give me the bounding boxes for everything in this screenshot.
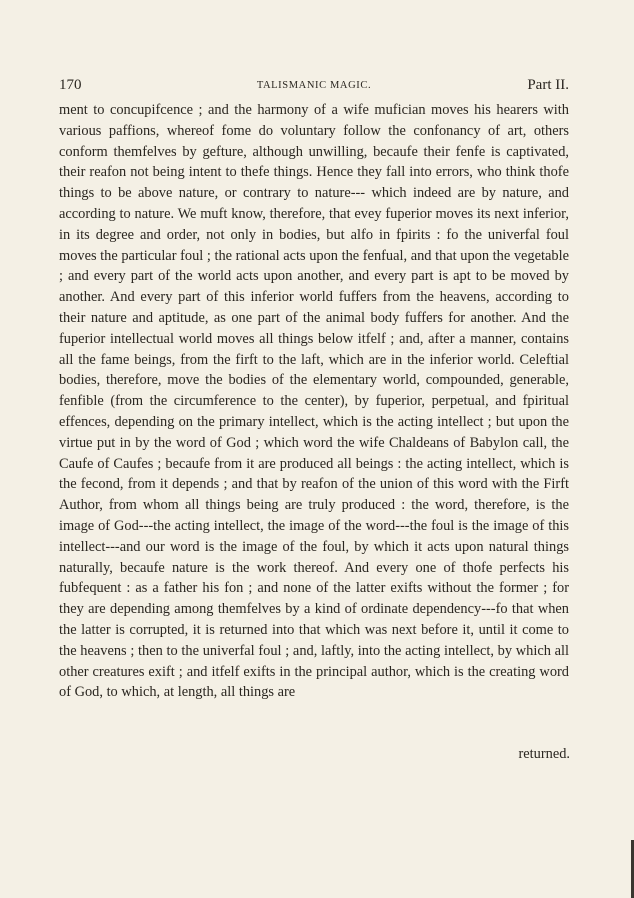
page-header — [59, 77, 569, 99]
page-number: 170 — [59, 77, 82, 93]
part-label: Part II. — [527, 77, 569, 93]
body-text: ment to concupifcence ; and the harmony of a wife mufician moves his hearers with various paffions, whereof fome do voluntary follow the confonancy of art, others conform themfelves by gefture, although unwilling, becaufe their fenfe is captivated, their reafon not being intent to thefe things. Hence they fall into errors, who think thofe things to be above nature, or contrary to nature--- which indeed are by nature, and according to nature. We muft know, therefore, that evey fuperior moves its next inferior, in its degree and order, not only in bodies, but alfo in fpirits : fo the univerfal foul moves the particular foul ; the rational acts upon the fenfual, and that upon the vegetable ; and every part of the world acts upon another, and every part is apt to be moved by another. And every part of this inferior world fuffers from the heavens, according to their nature and aptitude, as one part of the animal body fuffers for another. And the fuperior intellectual world moves all things below itfelf ; and, after a manner, contains all the fame beings, from the firft to the laft, which are in the inferior world. Celeftial bodies, therefore, move the bodies of the elementary world, compounded, generable, fenfible (from the circumference to the center), by fuperior, perpetual, and fpiritual effences, depending on the primary intellect, which is the acting intellect ; but upon the virtue put in by the word of God ; which word the wife Chaldeans of Babylon call, the Caufe of Caufes ; becaufe from it are produced all beings : the acting intellect, which is the fecond, from it depends ; and that by reafon of the union of this word with the Firft Author, from whom all things being are truly produced : the word, therefore, is the image of God---the acting intellect, the image of the word---the foul is the image of this intellect---and our word is the image of the foul, by which it acts upon natural things naturally, becaufe nature is the work thereof. And every one of thofe perfects his fubfequent : as a father his fon ; and none of the latter exifts without the former ; for they are depending among themfelves by a kind of ordinate dependency---fo that when the latter is corrupted, it is returned into that which was next before it, until it come to the heavens ; then to the univerfal foul ; and, laftly, into the acting intellect, by which all other creatures exift ; and itfelf exifts in the principal author, which is the creating word of God, to which, at length, all things are — [59, 102, 569, 701]
catchword: returned. — [518, 746, 570, 762]
running-title: TALISMANIC MAGIC. — [256, 80, 372, 91]
